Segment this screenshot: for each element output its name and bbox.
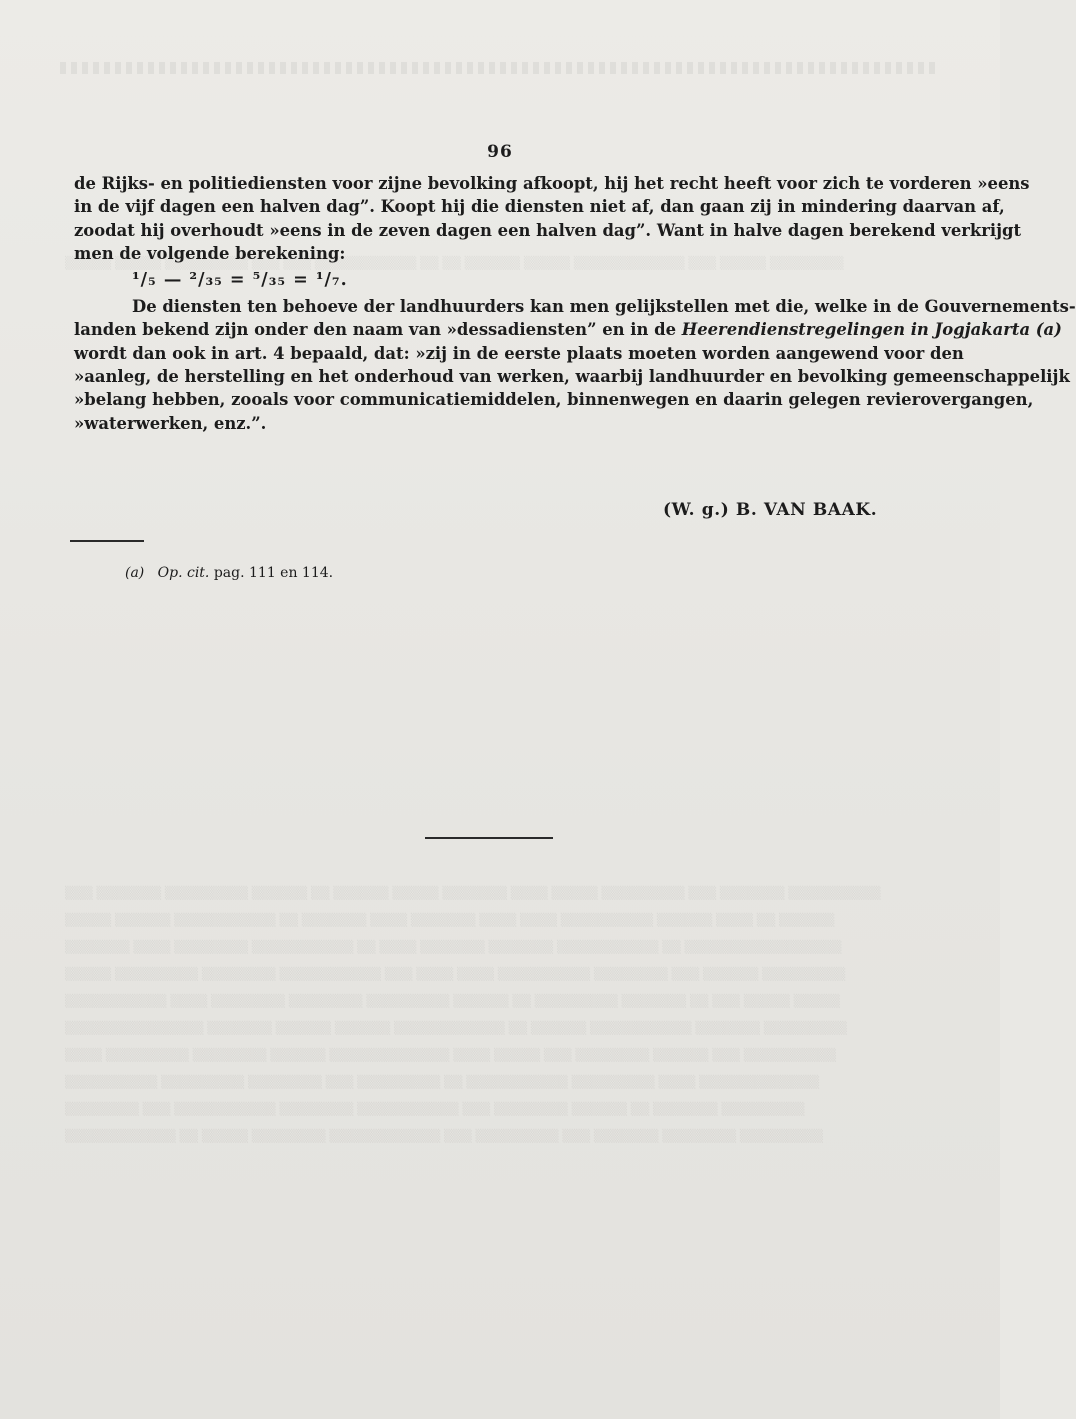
footnote-ref: Op. cit. <box>157 565 210 581</box>
paragraph-1-line: men de volgende berekening: <box>74 243 346 263</box>
footnote-text: pag. 111 en 114. <box>213 565 334 581</box>
bleed-through-text-lower <box>65 880 935 1200</box>
fraction-formula: ¹/₅ — ²/₃₅ = ⁵/₃₅ = ¹/₇. <box>132 270 348 291</box>
page-number: 96 <box>487 142 513 162</box>
bleed-through-header <box>60 62 940 74</box>
paragraph-2-line: »belang hebben, zooals voor communicatiemiddelen, binnenwegen en daarin gelegen revierovergangen, <box>74 390 1034 410</box>
footnote-reference: (a) <box>1035 320 1062 340</box>
paragraph-2-line: »waterwerken, enz.”. <box>74 413 267 433</box>
signature: (W. g.) B. VAN BAAK. <box>663 500 878 520</box>
paragraph-1-line: in de vijf dagen een halven dag”. Koopt hij die diensten niet af, dan gaan zij in mindering daarvan af, <box>74 197 1005 217</box>
paragraph-2-line: De diensten ten behoeve der landhuurders kan men gelijkstellen met die, welke in de Gouvernements- <box>132 297 1076 317</box>
paragraph-2-line: »aanleg, de herstelling en het onderhoud van werken, waarbij landhuurder en bevolking gemeenschappelijk <box>74 367 1070 387</box>
paragraph-1-line: de Rijks- en politiediensten voor zijne bevolking afkoopt, hij het recht heeft voor zich te vorderen »eens <box>74 174 1030 193</box>
footnote-label: (a) <box>125 565 145 581</box>
paragraph-1-line: zoodat hij overhoudt »eens in de zeven dagen een halven dag”. Want in halve dagen berekend verkrijgt <box>74 220 1022 240</box>
italic-title: Heerendienstregelingen in Jogjakarta <box>681 320 1031 340</box>
footnote <box>125 565 333 581</box>
section-separator <box>425 837 553 839</box>
body-text <box>74 172 1076 435</box>
paragraph-2-line-text: landen bekend zijn onder den naam van »dessadiensten” en in de <box>74 320 676 340</box>
paragraph-2-line <box>74 318 1062 341</box>
paragraph-2-line: wordt dan ook in art. 4 bepaald, dat: »zij in de eerste plaats moeten worden aangewend voor den <box>74 343 964 363</box>
footnote-separator <box>70 540 144 542</box>
